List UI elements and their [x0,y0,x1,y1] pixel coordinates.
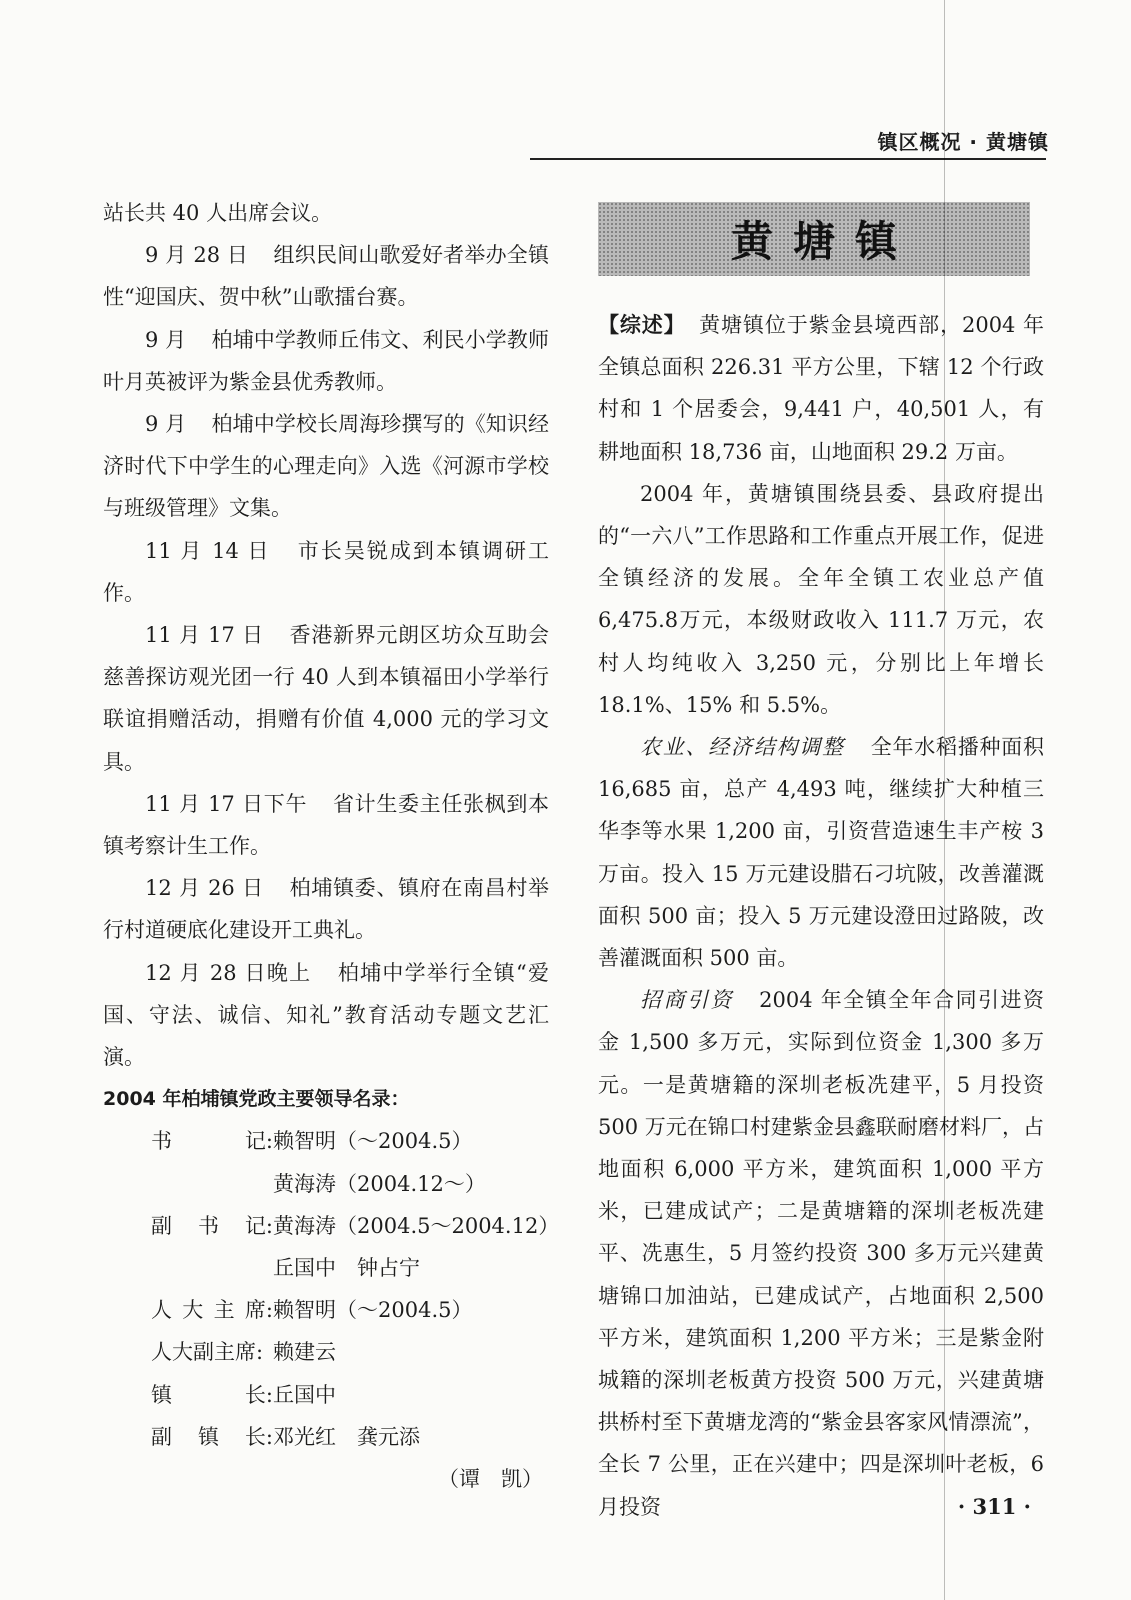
subsection-paragraph [598,979,1044,1528]
roster-name: 丘国中 钟占宁 [273,1256,420,1281]
chronicle-entry [103,319,549,403]
entry-date: 9 月 [145,412,187,437]
entry-date: 11 月 14 日 [145,538,271,563]
chronicle-entry [103,234,549,318]
entry-date: 11 月 17 日下午 [145,791,308,816]
entry-text: 组织民间山歌爱好者举办全镇性“迎国庆、贺中秋”山歌擂台赛。 [103,243,550,310]
roster-name: 赖建云 [273,1340,336,1365]
roster-row [103,1331,549,1373]
entry-date: 9 月 28 日 [145,243,249,268]
roster-name: 黄海涛（2004.12～） [273,1171,486,1196]
entry-date: 9 月 [145,327,187,352]
roster-role [103,1374,273,1416]
role-char: 书 [151,1129,172,1154]
chronicle-entry [103,952,549,1079]
roster-role [103,1205,273,1247]
roster-role [103,1120,273,1162]
paragraph: 2004 年，黄塘镇围绕县委、县政府提出的“一六八”工作思路和工作重点开展工作，促进全镇经济的发展。全年全镇工农业总产值 6,475.8万元，本级财政收入 111.7 万元，农村人均纯收入 3,250 元，分别比上年增长 18.1%、15% 和 5.5%。 [598,481,1044,717]
roster-name: 黄海涛（2004.5～2004.12） [273,1213,560,1238]
roster-row [103,1374,549,1416]
role-end: 人大副主席: [151,1340,264,1365]
chronicle-entry [103,867,549,951]
role-end: 长: [244,1424,273,1449]
entry-text: 柏埔中学校长周海珍撰写的《知识经济时代下中学生的心理走向》入选《河源市学校与班级管理》文集。 [103,412,549,521]
role-char: 人 [151,1298,172,1323]
roster-name: 赖智明（～2004.5） [273,1298,473,1323]
role-end: 记: [244,1129,273,1154]
roster-row [103,1416,549,1458]
chronicle-entry [103,783,549,867]
subsection-heading: 招商引资 [640,988,734,1013]
author-credit: （谭 凯） [438,1467,543,1492]
paragraph-text: 2004 年全镇全年合同引进资金 1,500 多万元，实际到位资金 1,300 多万元。一是黄塘籍的深圳老板冼建平，5 月投资 500 万元在锦口村建紫金县鑫联耐磨材料厂，占地面积 6,000 平方米，建筑面积 1,000 平方米，已建成试产；二是黄塘籍的深圳老板冼建平、冼惠生，5 月签约投资 300 多万元兴建黄塘锦口加油站，已建成试产，占地面积 2,500 平方米，建筑面积 1,200 平方米；三是紫金附城籍的深圳老板黄方投资 500 万元，兴建黄塘拱桥村至下黄塘龙湾的“紫金县客家风情漂流”，全长 7 公里，正在兴建中；四是深圳叶老板，6 月投资 [598,988,1045,1519]
role-char: 书 [197,1213,219,1238]
overview-label: 【综述】 [598,313,686,337]
overview-paragraph [598,304,1044,473]
paragraph-text: 全年水稻播种面积 16,685 亩，总产 4,493 吨，继续扩大种植三华李等水果 1,200 亩，引资营造速生丰产桉 3 万亩。投入 15 万元建设腊石刁坑陂，改善灌溉面积 500 亩；投入 5 万元建设澄田过路陂，改善灌溉面积 500 亩。 [598,735,1045,971]
entry-date: 12 月 26 日 [145,876,264,901]
chronicle-entry [103,530,549,614]
role-end: 席: [244,1298,273,1323]
roster-role [103,1289,273,1331]
entry-text: 柏埔镇委、镇府在南昌村举行村道硬底化建设开工典礼。 [103,876,549,943]
entry-text: 省计生委主任张枫到本镇考察计生工作。 [103,791,549,859]
subsection-heading: 农业、经济结构调整 [640,735,845,760]
roster-name: 赖智明（～2004.5） [273,1129,473,1154]
role-char: 副 [151,1424,172,1449]
entry-text: 香港新界元朗区坊众互助会慈善探访观光团一行 40 人到本镇福田小学举行联谊捐赠活动，捐赠有价值 4,000 元的学习文具。 [103,623,549,774]
scan-seam [944,0,945,1600]
leader-roster [103,1120,560,1458]
roster-row [103,1205,560,1247]
role-char: 镇 [197,1424,219,1449]
entry-date: 11 月 17 日 [145,623,264,648]
running-header: 镇区概况 · 黄塘镇 [877,130,1049,154]
roster-role [103,1416,273,1458]
roster-name: 丘国中 [273,1382,336,1407]
roster-row-continued [103,1247,549,1289]
left-column [103,192,560,1500]
paragraph: 站长共 40 人出席会议。 [103,201,333,225]
entry-text: 柏埔中学教师丘伟文、利民小学教师叶月英被评为紫金县优秀教师。 [103,327,549,394]
roster-role [103,1331,273,1373]
roster-row-continued [103,1163,549,1205]
roster-row [103,1289,549,1331]
chronicle-entry [103,403,549,530]
entry-text: 市长吴锐成到本镇调研工作。 [103,538,549,605]
roster-row [103,1120,549,1162]
role-char: 大 [182,1298,204,1323]
role-char: 镇 [151,1382,172,1407]
role-char: 副 [151,1213,172,1238]
entry-date: 12 月 28 日晚上 [145,960,312,985]
role-end: 记: [244,1213,273,1238]
page-number: · 311 · [957,1494,1031,1519]
roster-name: 邓光红 龚元添 [273,1424,420,1449]
paragraph-text: 黄塘镇位于紫金县境西部，2004 年全镇总面积 226.31 平方公里，下辖 12 个行政村和 1 个居委会，9,441 户，40,501 人，有耕地面积 18,736 亩，山地面积 29.2 万亩。 [598,313,1044,464]
role-end: 长: [244,1382,273,1407]
header-rule [530,158,1046,160]
right-column [598,304,1044,1528]
subsection-paragraph [598,726,1044,979]
section-title: 黄塘镇 [730,217,917,266]
role-char: 主 [213,1298,235,1323]
roster-title: 2004 年柏埔镇党政主要领导名录： [103,1088,410,1111]
chronicle-entry [103,614,549,783]
section-title-box [598,202,1030,276]
entry-text: 柏埔中学举行全镇“爱国、守法、诚信、知礼”教育活动专题文艺汇演。 [103,960,549,1070]
